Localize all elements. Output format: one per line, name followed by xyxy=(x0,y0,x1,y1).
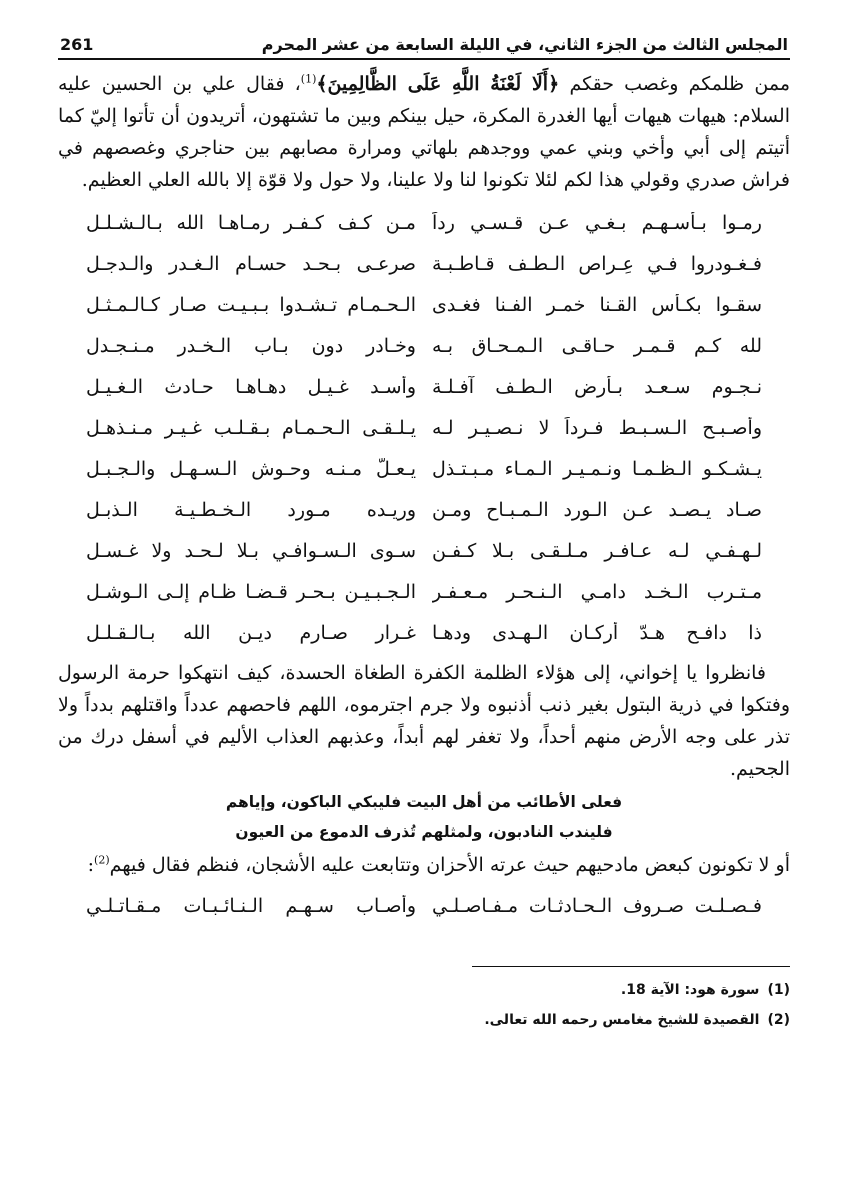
closing-paragraph xyxy=(58,849,790,881)
centered-couplet xyxy=(58,787,790,847)
footnote-item xyxy=(58,975,790,1005)
verse-left-hemistich: سـوى الـسـوافـي بـلا لـحـد ولا غـسـل xyxy=(86,539,416,562)
final-verse xyxy=(58,885,790,926)
footnote-text: القصيدة للشيخ مغامس رحمه الله تعالى. xyxy=(484,1012,760,1028)
footnote-number: (1) xyxy=(767,982,790,998)
verse-left-hemistich: مـن كـف كـفـر رمـاهـا الله بـالـشـلـل xyxy=(86,211,416,234)
verse-right-hemistich: فـصـلـت صـروف الـحـادثـات مـفـاصـلـي xyxy=(432,894,762,917)
verse-right-hemistich: صـاد يـصـد عـن الـورد الـمـبـاح ومـن xyxy=(432,498,762,521)
verse-right-hemistich: ذا دافـح هـدّ أركـان الـهـدى ودهـا xyxy=(432,621,762,644)
verse-right-hemistich: مـتـرب الـخـد دامـي الـنـحـر مـعـفـر xyxy=(432,580,762,603)
page-number: 261 xyxy=(60,35,94,54)
verse xyxy=(58,489,790,530)
verse-right-hemistich: فـغـودروا فـي عِـراص الـطـف قـاطـبـة xyxy=(432,252,762,275)
verse-left-hemistich: الـجـبـيـن بـحـر قـضـا ظـام إلـى الـوشـل xyxy=(86,580,416,603)
verse-left-hemistich: الـحـمـام تـشـدوا بـبـيـت صـار كـالـمـثـل xyxy=(86,293,416,316)
intro-text-1: ممن ظلمكم وغصب حقكم xyxy=(559,73,790,95)
verse-right-hemistich: نـجـوم سـعـد بـأرض الـطـف آفـلـة xyxy=(432,375,762,398)
footnote-divider xyxy=(472,966,790,967)
footnote-number: (2) xyxy=(767,1012,790,1028)
footnotes xyxy=(58,975,790,1035)
couplet-line-2: فليندب النادبون، ولمثلهم تُذرف الدموع من العيون xyxy=(235,823,613,841)
footnote-ref-1: (1) xyxy=(300,72,317,86)
verse xyxy=(58,325,790,366)
verse-left-hemistich: صرعـى بـحـد حسـام الـغـدر والـدجـل xyxy=(86,252,416,275)
verse-left-hemistich: غـرار صـارم ديـن الله بـالـقـلـل xyxy=(86,621,416,644)
couplet-line-1: فعلى الأطائب من أهل البيت فليبكي الباكون، وإياهم xyxy=(225,793,623,811)
verse-right-hemistich: لله كـم قـمـر حـاقـى الـمـحـاق بـه xyxy=(432,334,762,357)
verse xyxy=(58,612,790,653)
verse xyxy=(58,448,790,489)
page-header xyxy=(58,24,790,60)
footnote-ref-2: (2) xyxy=(94,853,110,867)
verse-right-hemistich: سقـوا بكـأس القـنا خمـر الفـنا فغـدى xyxy=(432,293,762,316)
verse-left-hemistich: وأسـد غـيـل دهـاهـا حـادث الـغـيـل xyxy=(86,375,416,398)
quran-verse: ﴿أَلَا لَعْنَةُ اللَّهِ عَلَى الظَّالِمِينَ﴾ xyxy=(316,73,560,95)
footnote-item xyxy=(58,1005,790,1035)
verse-right-hemistich: وأصـبـح الـسـبـط فـرداً لا نـصـيـر لـه xyxy=(432,416,762,439)
verse xyxy=(58,284,790,325)
book-page xyxy=(58,24,790,1035)
closing-text: أو لا تكونون كبعض مادحيهم حيث عرته الأحزان وتتابعت عليه الأشجان، فنظم فقال فيهم xyxy=(109,854,790,876)
poem xyxy=(58,202,790,653)
verse xyxy=(58,243,790,284)
verse xyxy=(58,407,790,448)
verse-left-hemistich: يـلـقـى الـحـمـام بـقـلـب غـيـر مـنـذهـل xyxy=(86,416,416,439)
verse-right-hemistich: رمـوا بـأسـهـم بـغـي عـن قـسـي رداً xyxy=(432,211,762,234)
verse-left-hemistich: يـعـلُّ مـنـه وحـوش الـسـهـل والـجـبـل xyxy=(86,457,416,480)
verse xyxy=(58,366,790,407)
verse-right-hemistich: يـشـكـو الـظـمـا ونـمـيـر الـمـاء مـبـتـذل xyxy=(432,457,762,480)
intro-paragraph xyxy=(58,68,790,196)
closing-colon: : xyxy=(87,854,95,876)
footnote-text: سورة هود: الآية 18. xyxy=(620,982,760,998)
verse xyxy=(58,202,790,243)
body-paragraph: فانظروا يا إخواني، إلى هؤلاء الظلمة الكفرة الطغاة الحسدة، كيف انتهكوا حرمة الرسول وفتكوا في ذرية البتول بغير ذنب أذنبوه ولا جرم اجترموه، اللهم فاحصهم عدداً واقتلهم بدداً ولا تذر على وجه الأرض منهم أحداً، ولا تغفر لهم أبداً، وعذبهم العذاب الأليم في أسفل درك من الجحيم. xyxy=(58,662,790,780)
verse-left-hemistich: وخـادر دون بـاب الـخـدر مـنـجـدل xyxy=(86,334,416,357)
verse-left-hemistich: وأصـاب سـهـم الـنـائـبـات مـقـاتـلـي xyxy=(86,894,416,917)
verse xyxy=(58,571,790,612)
intro-text-2: ، فقال علي بن الحسين عليه السلام: هيهات هيهات أيها الغدرة المكرة، حيل بينكم وبين ما تشتهون، أتريدون أن تأتوا إليّ كما أتيتم إلى أبي وأخي وبني عمي ووجدهم بلهاتي ومرارة مصابهم بين حناجري وغصصهم في فراش صدري وقولي هذا لكم لئلا تكونوا لنا ولا علينا، ولا حول ولا قوّة إلا بالله العلي العظيم. xyxy=(58,73,790,191)
verse-left-hemistich: وريـده مـورد الـخـطـيـة الـذبـل xyxy=(86,498,416,521)
verse-right-hemistich: لـهـفـي لـه عـافـر مـلـقـى بـلا كـفـن xyxy=(432,539,762,562)
verse xyxy=(58,530,790,571)
running-title: المجلس الثالث من الجزء الثاني، في الليلة السابعة من عشر المحرم xyxy=(261,35,788,54)
